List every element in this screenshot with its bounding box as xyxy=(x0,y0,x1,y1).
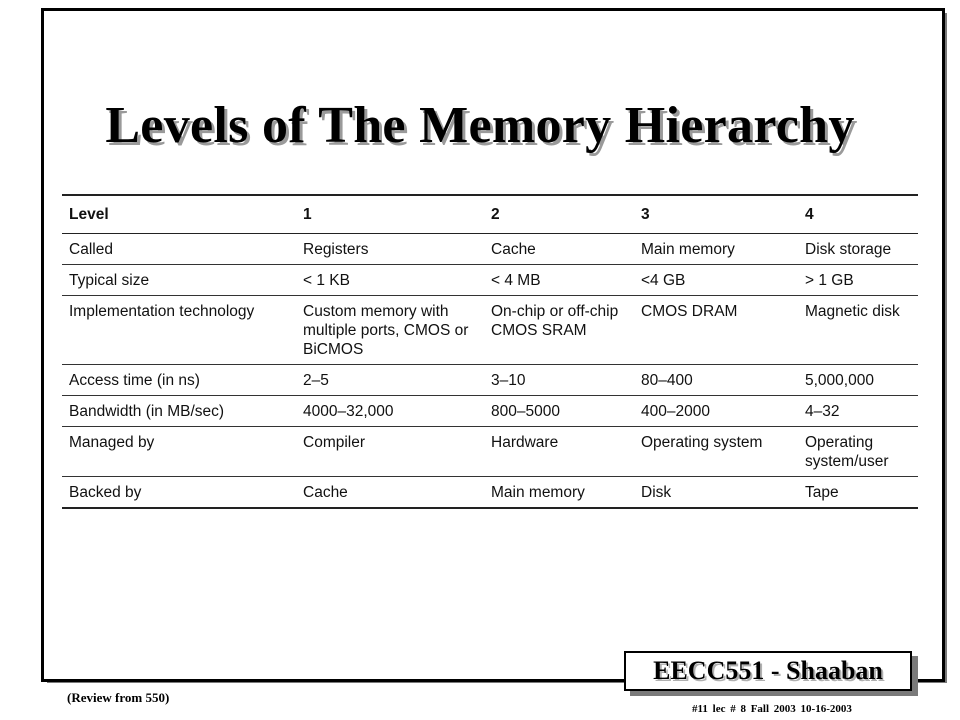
table-cell: > 1 GB xyxy=(798,265,918,296)
table-row xyxy=(62,234,918,265)
table-cell: 800–5000 xyxy=(484,396,634,427)
header-cell: 2 xyxy=(484,195,634,234)
table-cell: 400–2000 xyxy=(634,396,798,427)
table-cell: Compiler xyxy=(296,427,484,477)
header-cell: 3 xyxy=(634,195,798,234)
row-label-cell: Backed by xyxy=(62,477,296,509)
table-cell: Hardware xyxy=(484,427,634,477)
memory-hierarchy-table-container xyxy=(62,194,918,509)
table-cell: 2–5 xyxy=(296,365,484,396)
table-cell: Operating system/user xyxy=(798,427,918,477)
review-note: (Review from 550) xyxy=(67,690,170,705)
table-cell: < 1 KB xyxy=(296,265,484,296)
table-header-row xyxy=(62,195,918,234)
table-cell: Magnetic disk xyxy=(798,296,918,365)
table-cell: 5,000,000 xyxy=(798,365,918,396)
table-cell: <4 GB xyxy=(634,265,798,296)
table-cell: Cache xyxy=(296,477,484,509)
row-label-cell: Bandwidth (in MB/sec) xyxy=(62,396,296,427)
table-cell: Disk storage xyxy=(798,234,918,265)
table-row xyxy=(62,265,918,296)
table-cell: < 4 MB xyxy=(484,265,634,296)
row-label-cell: Access time (in ns) xyxy=(62,365,296,396)
table-cell: CMOS DRAM xyxy=(634,296,798,365)
table-cell: Cache xyxy=(484,234,634,265)
table-row xyxy=(62,396,918,427)
table-cell: 80–400 xyxy=(634,365,798,396)
table-cell: 4–32 xyxy=(798,396,918,427)
row-label-cell: Managed by xyxy=(62,427,296,477)
table-cell: On-chip or off-chip CMOS SRAM xyxy=(484,296,634,365)
row-label-cell: Implementation technology xyxy=(62,296,296,365)
table-cell: Main memory xyxy=(634,234,798,265)
slide-title: Levels of The Memory Hierarchy xyxy=(105,97,855,154)
table-cell: Registers xyxy=(296,234,484,265)
table-cell: Tape xyxy=(798,477,918,509)
table-cell: Custom memory with multiple ports, CMOS or BiCMOS xyxy=(296,296,484,365)
slide-footer: #11 lec # 8 Fall 2003 10-16-2003 xyxy=(692,703,852,715)
row-label-cell: Typical size xyxy=(62,265,296,296)
memory-hierarchy-table xyxy=(62,194,918,509)
table-cell: Main memory xyxy=(484,477,634,509)
table-row xyxy=(62,296,918,365)
table-row xyxy=(62,427,918,477)
header-cell: 1 xyxy=(296,195,484,234)
table-row xyxy=(62,365,918,396)
table-cell: 4000–32,000 xyxy=(296,396,484,427)
table-cell: Disk xyxy=(634,477,798,509)
table-cell: 3–10 xyxy=(484,365,634,396)
table-row xyxy=(62,477,918,509)
row-label-cell: Called xyxy=(62,234,296,265)
course-badge: EECC551 - Shaaban xyxy=(624,651,912,691)
header-cell: Level xyxy=(62,195,296,234)
header-cell: 4 xyxy=(798,195,918,234)
table-cell: Operating system xyxy=(634,427,798,477)
